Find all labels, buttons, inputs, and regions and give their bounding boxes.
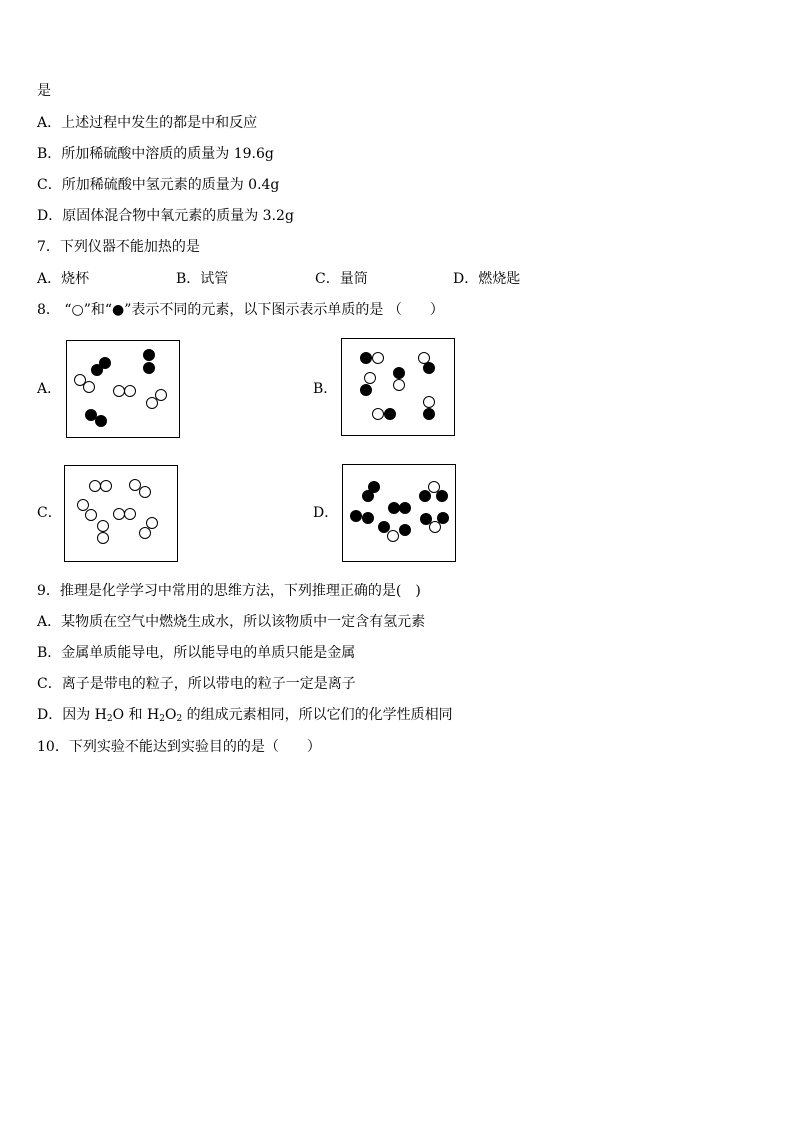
q7-option-c: C．量筒 [315, 271, 368, 287]
q9-option-d [37, 706, 453, 724]
q8-figure-b [341, 338, 455, 436]
q6-option-a: A．上述过程中发生的都是中和反应 [37, 115, 258, 131]
q8-label-a: A． [37, 381, 62, 397]
q7-option-d: D．燃烧匙 [453, 271, 521, 287]
q6-option-b: B．所加稀硫酸中溶质的质量为 19.6g [37, 146, 274, 162]
q9-option-c: C．离子是带电的粒子，所以带电的粒子一定是离子 [37, 676, 356, 692]
q8-molecules-c [65, 466, 177, 561]
q6-option-c: C．所加稀硫酸中氢元素的质量为 0.4g [37, 177, 280, 193]
q8-stem: 8． “○”和“●”表示不同的元素，以下图示表示单质的是 （ ） [37, 302, 444, 318]
q6-option-d: D．原固体混合物中氧元素的质量为 3.2g [37, 208, 294, 224]
q8-label-c: C． [37, 505, 62, 521]
q8-molecules-b [342, 339, 454, 435]
q8-figure-a [66, 340, 180, 438]
q7-stem: 7．下列仪器不能加热的是 [37, 239, 200, 255]
q9-option-b: B．金属单质能导电，所以能导电的单质只能是金属 [37, 645, 356, 661]
q8-figure-d [342, 464, 456, 562]
q8-figure-c [64, 465, 178, 562]
q7-option-a: A．烧杯 [37, 271, 90, 287]
q9-option-d-suffix: 的组成元素相同，所以它们的化学性质相同 [182, 707, 453, 723]
q8-label-d: D． [313, 505, 339, 521]
q9-option-d-prefix: D．因为 H [37, 707, 107, 723]
q9-option-d-sub2: 2 [159, 714, 165, 724]
q9-stem: 9．推理是化学学习中常用的思维方法，下列推理正确的是( ) [37, 583, 421, 599]
q10-stem: 10．下列实验不能达到实验目的的是（ ） [37, 739, 321, 755]
q6-tail: 是 [37, 83, 51, 99]
q9-option-d-sub3: 2 [176, 714, 183, 724]
q8-molecules-a [67, 341, 179, 437]
q7-option-b: B．试管 [176, 271, 229, 287]
q8-molecules-d [343, 465, 455, 561]
q9-option-a: A．某物质在空气中燃烧生成水，所以该物质中一定含有氢元素 [37, 614, 426, 630]
q9-option-d-mid1: O 和 H [112, 707, 160, 723]
q8-label-b: B． [313, 381, 338, 397]
q9-option-d-sub1: 2 [106, 714, 113, 724]
q9-option-d-mid2: O [164, 707, 177, 723]
